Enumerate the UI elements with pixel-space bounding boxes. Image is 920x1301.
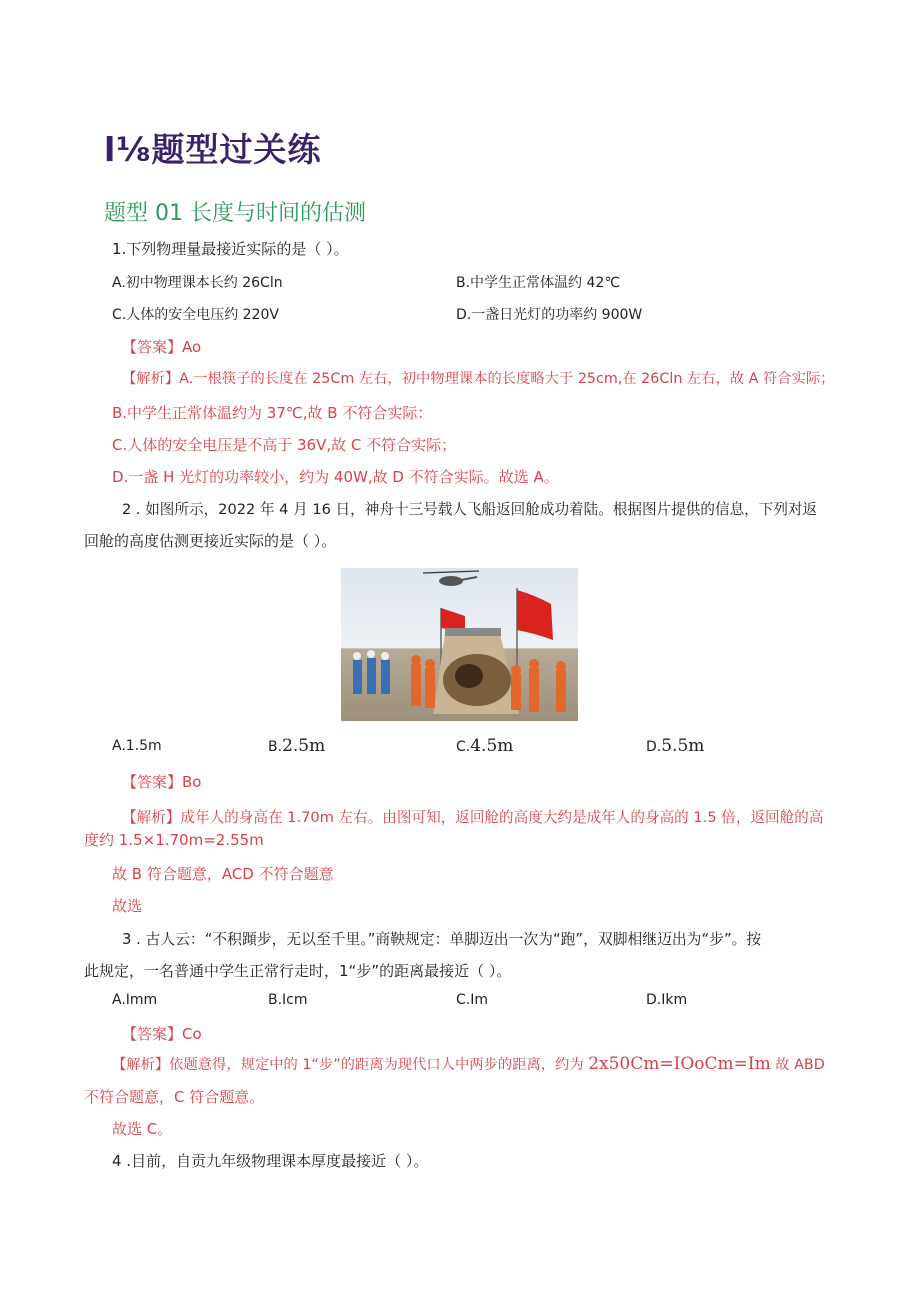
q1-analysis-line: D.一盏 H 光灯的功率较小，约为 40W,故 D 不符合实际。故选 A。 [112,468,559,486]
q2-option-a: A.1.5m [112,738,162,754]
q2-option-c: C.4.5m [456,736,514,756]
capsule-illustration [341,568,578,721]
q3-analysis-line: 故选 C。 [112,1120,173,1138]
q2-analysis-line: 度约 1.5×1.70m=2.55m [84,831,264,849]
q3-option-b: B.Icm [268,992,308,1008]
question-4-stem: 4 .目前，自贡九年级物理课本厚度最接近（ ）。 [112,1152,429,1170]
q2-option-b: B.2.5m [268,736,326,756]
q2-answer: 【答案】Bo [122,773,202,791]
q2-analysis-line: 【解析】成年人的身高在 1.70m 左右。由图可知，返回舱的高度大约是成年人的身高的 1.5 倍，返回舱的高 [122,809,824,826]
section-heading: 题型 01 长度与时间的估测 [104,201,366,226]
q3-answer: 【答案】Co [122,1025,202,1043]
q1-analysis-line: B.中学生正常体温约为 37℃,故 B 不符合实际： [112,404,433,422]
q1-analysis-line: 【解析】A.一根筷子的长度在 25Cm 左右，初中物理课本的长度略大于 25cm,在 26Cln 左右，故 A 符合实际； [122,371,835,387]
q3-analysis-line: 【解析】依题意得，规定中的 1“步”的距离为现代口人中两步的距离，约为 2x50Cm=IOoCm=Im 故 ABD [112,1054,825,1074]
q1-option-c: C.人体的安全电压约 220V [112,307,279,323]
q2-analysis-line: 故选 [112,897,143,915]
question-2-stem-cont: 回舱的高度估测更接近实际的是（ ）。 [84,532,337,550]
q3-option-d: D.Ikm [646,992,688,1008]
question-3-stem: 3 . 古人云：“不积蹞步，无以至千里。”商鞅规定：单脚迈出一次为“跑”，双脚相继迈出为“步”。按 [122,931,762,948]
capsule-landing-photo [341,568,578,721]
page-title: l⅛题型过关练 [104,130,322,169]
q2-analysis-line: 故 B 符合题意，ACD 不符合题意 [112,865,334,883]
q1-option-b: B.中学生正常体温约 42℃ [456,275,621,291]
q3-option-c: C.Im [456,992,488,1008]
helicopter-icon [423,571,479,586]
q3-analysis-line: 不符合题意，C 符合题意。 [84,1088,265,1106]
q3-option-a: A.Imm [112,992,158,1008]
question-1-stem: 1.下列物理量最接近实际的是（ ）。 [112,240,349,258]
q1-option-a: A.初中物理课本长约 26Cln [112,275,283,291]
question-3-stem-cont: 此规定，一名普通中学生正常行走时，1“步”的距离最接近（ ）。 [84,962,512,980]
capsule-icon [433,628,519,714]
q1-answer: 【答案】Ao [122,338,202,356]
question-2-stem: 2 . 如图所示，2022 年 4 月 16 日，神舟十三号载人飞船返回舱成功着陆。根据图片提供的信息，下列对返 [122,501,818,518]
q2-option-d: D.5.5m [646,736,705,756]
q1-analysis-line: C.人体的安全电压是不高于 36V,故 C 不符合实际； [112,436,457,454]
q1-option-d: D.一盏日光灯的功率约 900W [456,307,643,323]
